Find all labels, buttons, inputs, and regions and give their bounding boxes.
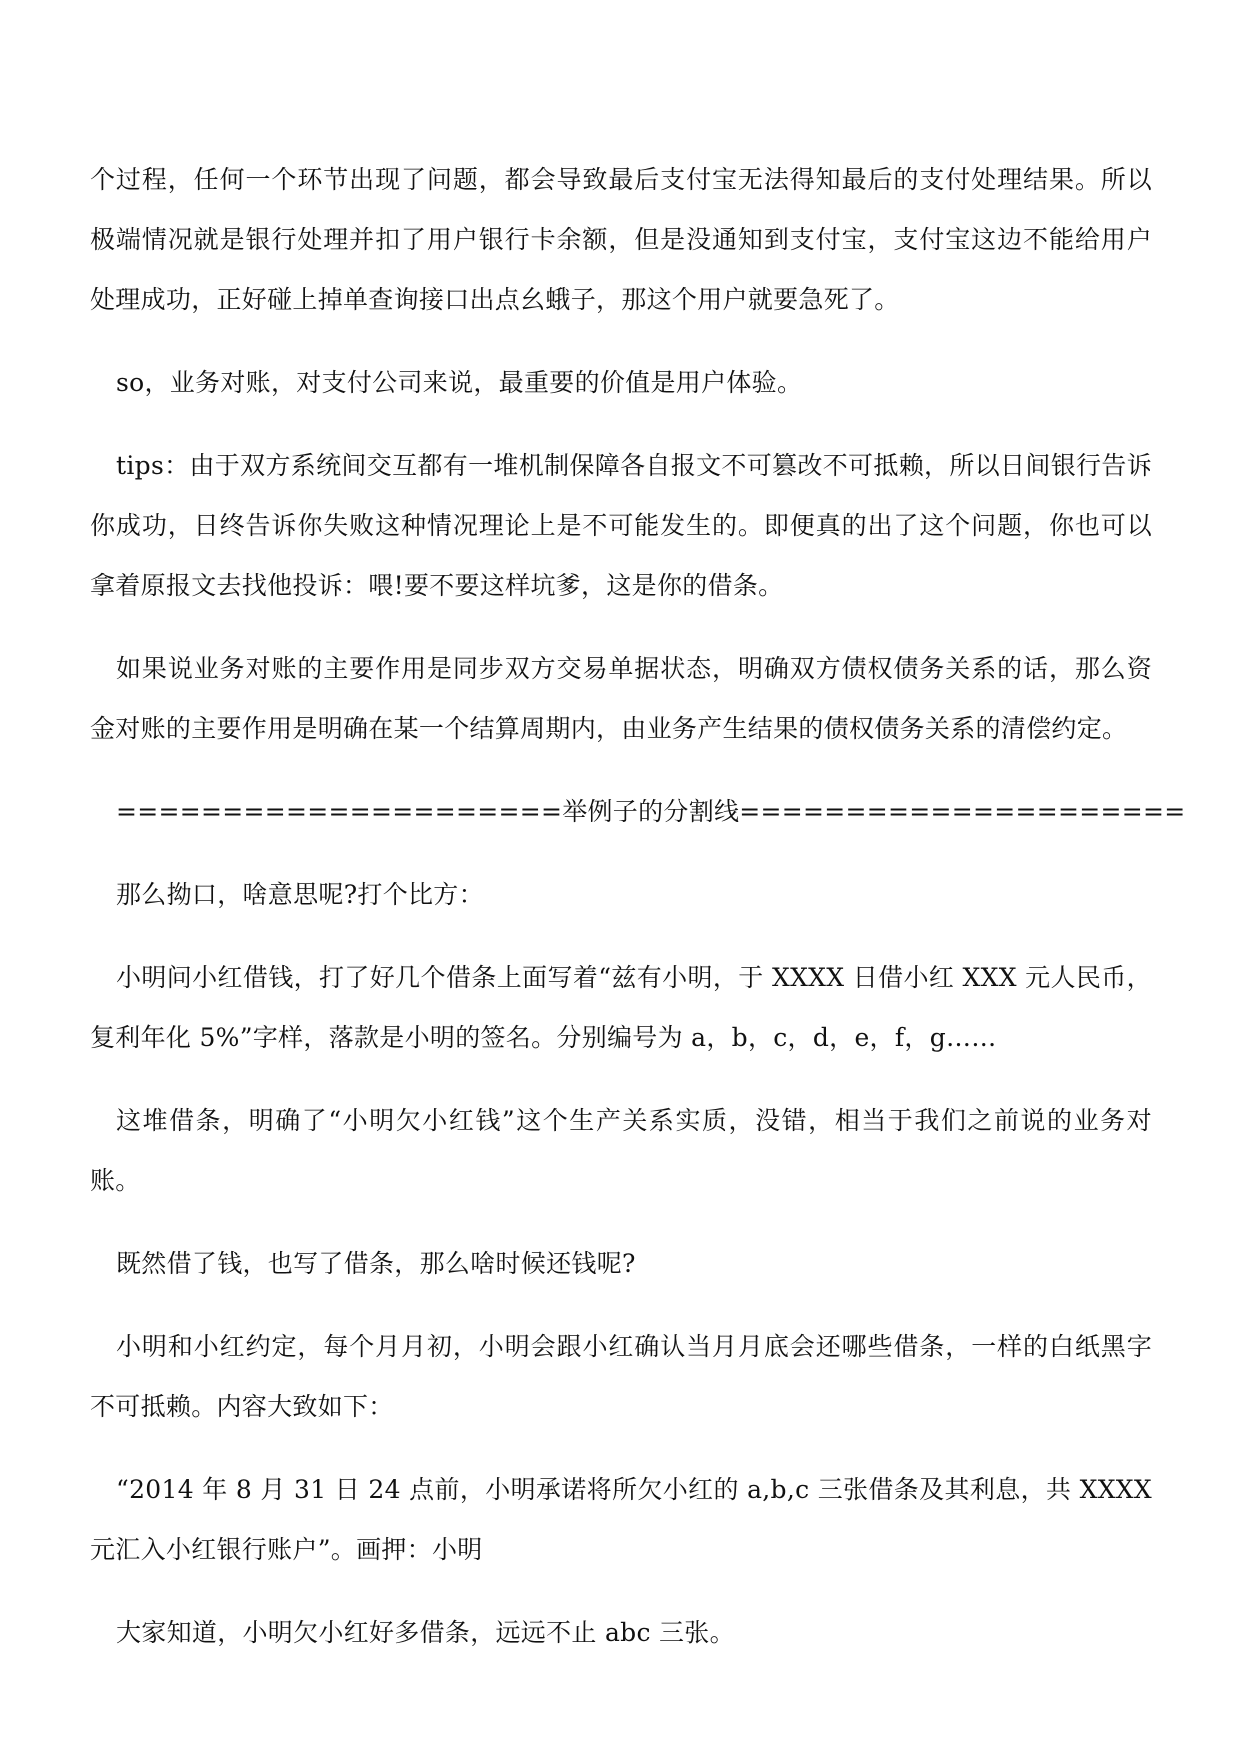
- document-page: [90, 150, 1186, 1686]
- paragraph-payment-failure: 个过程，任何一个环节出现了问题，都会导致最后支付宝无法得知最后的支付处理结果。所以极端情况就是银行处理并扣了用户银行卡余额，但是没通知到支付宝，支付宝这边不能给用户处理成功，正好碰上掉单查询接口出点幺蛾子，那这个用户就要急死了。: [90, 165, 1152, 314]
- paragraph-tips: tips：由于双方系统间交互都有一堆机制保障各自报文不可篡改不可抵赖，所以日间银行告诉你成功，日终告诉你失败这种情况理论上是不可能发生的。即便真的出了这个问题，你也可以拿着原报文去找他投诉：喂!要不要这样坑爹，这是你的借条。: [90, 451, 1152, 600]
- paragraph-iou-notes: 小明问小红借钱，打了好几个借条上面写着“兹有小明，于 XXXX 日借小红 XXX 元人民币，复利年化 5%”字样，落款是小明的签名。分别编号为 a，b，c，d，e，f，g……: [90, 963, 1152, 1052]
- paragraph-repay-question: 既然借了钱，也写了借条，那么啥时候还钱呢?: [116, 1249, 636, 1278]
- paragraph-fund-reconciliation: 如果说业务对账的主要作用是同步双方交易单据状态，明确双方债权债务关系的话，那么资金对账的主要作用是明确在某一个结算周期内，由业务产生结果的债权债务关系的清偿约定。: [90, 654, 1152, 743]
- paragraph-quoted-commitment: “2014 年 8 月 31 日 24 点前，小明承诺将所欠小红的 a,b,c 三张借条及其利息，共 XXXX 元汇入小红银行账户”。画押：小明: [90, 1475, 1161, 1564]
- paragraph-many-notes: 大家知道，小明欠小红好多借条，远远不止 abc 三张。: [116, 1618, 735, 1647]
- paragraph-business-reconciliation: 这堆借条，明确了“小明欠小红钱”这个生产关系实质，没错，相当于我们之前说的业务对账。: [90, 1106, 1152, 1195]
- paragraph-monthly-agreement: 小明和小红约定，每个月月初，小明会跟小红确认当月月底会还哪些借条，一样的白纸黑字不可抵赖。内容大致如下：: [90, 1332, 1152, 1421]
- example-divider: =====================举例子的分割线=====================: [116, 797, 1186, 826]
- paragraph-so-user-experience: so，业务对账，对支付公司来说，最重要的价值是用户体验。: [116, 368, 803, 397]
- paragraph-analogy-intro: 那么拗口，啥意思呢?打个比方：: [116, 880, 484, 909]
